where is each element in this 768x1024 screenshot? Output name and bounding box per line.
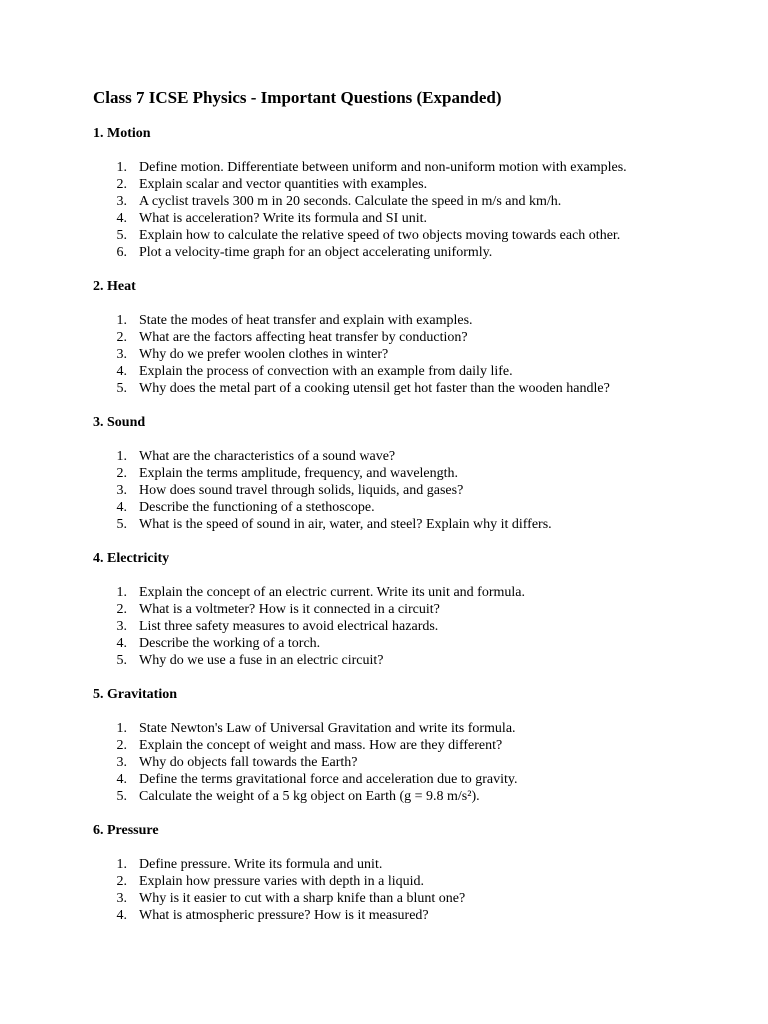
question-list [93,312,733,397]
list-item [93,907,733,924]
section-heading: 5. Gravitation [93,687,177,702]
question-number: 3. [116,891,127,906]
question-list [93,159,733,261]
list-item [93,499,733,516]
question-number: 1. [116,313,127,328]
list-item [93,482,733,499]
question-number: 4. [116,500,127,515]
question-number: 4. [116,772,127,787]
question-text: What are the characteristics of a sound wave? [139,449,396,464]
list-item [93,618,733,635]
question-number: 3. [116,483,127,498]
list-item [93,363,733,380]
list-item [93,465,733,482]
section [93,278,733,397]
sections-container [93,125,733,924]
question-number: 3. [116,347,127,362]
list-item [93,159,733,176]
question-text: What is the speed of sound in air, water, and steel? Explain why it differs. [139,517,552,532]
question-number: 4. [116,364,127,379]
question-number: 2. [116,602,127,617]
section [93,686,733,805]
list-item [93,788,733,805]
list-item [93,210,733,227]
question-text: Explain the concept of weight and mass. How are they different? [139,738,503,753]
list-item [93,771,733,788]
question-text: Calculate the weight of a 5 kg object on Earth (g = 9.8 m/s²). [139,789,480,804]
question-number: 5. [116,517,127,532]
question-text: Explain the concept of an electric current. Write its unit and formula. [139,585,525,600]
section [93,822,733,924]
section-heading: 3. Sound [93,415,146,430]
list-item [93,890,733,907]
list-item [93,737,733,754]
question-number: 5. [116,653,127,668]
question-text: How does sound travel through solids, liquids, and gases? [139,483,464,498]
question-text: What is a voltmeter? How is it connected in a circuit? [139,602,440,617]
question-text: Plot a velocity-time graph for an object accelerating uniformly. [139,245,493,260]
question-number: 2. [116,466,127,481]
section [93,125,733,261]
list-item [93,856,733,873]
question-list [93,856,733,924]
question-number: 3. [116,194,127,209]
question-number: 3. [116,619,127,634]
question-number: 4. [116,908,127,923]
question-number: 2. [116,874,127,889]
list-item [93,193,733,210]
list-item [93,448,733,465]
list-item [93,720,733,737]
list-item [93,652,733,669]
question-number: 4. [116,211,127,226]
question-text: Describe the functioning of a stethoscope. [139,500,375,515]
section [93,414,733,533]
list-item [93,244,733,261]
question-number: 3. [116,755,127,770]
question-text: What is atmospheric pressure? How is it measured? [139,908,429,923]
list-item [93,516,733,533]
question-text: Explain how pressure varies with depth in a liquid. [139,874,424,889]
question-number: 1. [116,857,127,872]
question-text: Explain how to calculate the relative speed of two objects moving towards each other. [139,228,621,243]
question-text: A cyclist travels 300 m in 20 seconds. Calculate the speed in m/s and km/h. [139,194,562,209]
question-text: Explain the terms amplitude, frequency, and wavelength. [139,466,459,481]
list-item [93,329,733,346]
question-number: 2. [116,738,127,753]
question-list [93,584,733,669]
question-number: 2. [116,177,127,192]
question-number: 1. [116,721,127,736]
question-list [93,720,733,805]
question-number: 1. [116,449,127,464]
list-item [93,380,733,397]
section-heading: 6. Pressure [93,823,159,838]
section-heading: 4. Electricity [93,551,170,566]
question-text: Define motion. Differentiate between uniform and non-uniform motion with examples. [139,160,627,175]
question-text: What are the factors affecting heat transfer by conduction? [139,330,468,345]
question-text: State the modes of heat transfer and explain with examples. [139,313,473,328]
question-number: 1. [116,160,127,175]
question-number: 2. [116,330,127,345]
list-item [93,312,733,329]
question-number: 5. [116,789,127,804]
question-number: 5. [116,381,127,396]
document-title: Class 7 ICSE Physics - Important Questions (Expanded) [93,88,502,107]
question-text: Explain the process of convection with an example from daily life. [139,364,513,379]
question-number: 4. [116,636,127,651]
list-item [93,346,733,363]
list-item [93,754,733,771]
question-text: Describe the working of a torch. [139,636,321,651]
list-item [93,584,733,601]
list-item [93,873,733,890]
section-heading: 2. Heat [93,279,136,294]
question-text: Why do we prefer woolen clothes in winter? [139,347,389,362]
question-number: 5. [116,228,127,243]
question-text: Explain scalar and vector quantities with examples. [139,177,428,192]
section-heading: 1. Motion [93,126,151,141]
document-page [93,88,733,924]
question-number: 1. [116,585,127,600]
list-item [93,601,733,618]
question-list [93,448,733,533]
question-text: Why do we use a fuse in an electric circuit? [139,653,384,668]
question-text: State Newton's Law of Universal Gravitation and write its formula. [139,721,516,736]
question-text: Why is it easier to cut with a sharp knife than a blunt one? [139,891,466,906]
question-text: List three safety measures to avoid electrical hazards. [139,619,439,634]
list-item [93,635,733,652]
list-item [93,227,733,244]
question-text: What is acceleration? Write its formula and SI unit. [139,211,428,226]
question-text: Why do objects fall towards the Earth? [139,755,358,770]
list-item [93,176,733,193]
section [93,550,733,669]
question-number: 6. [116,245,127,260]
question-text: Why does the metal part of a cooking utensil get hot faster than the wooden handle? [139,381,610,396]
question-text: Define pressure. Write its formula and unit. [139,857,383,872]
question-text: Define the terms gravitational force and acceleration due to gravity. [139,772,518,787]
